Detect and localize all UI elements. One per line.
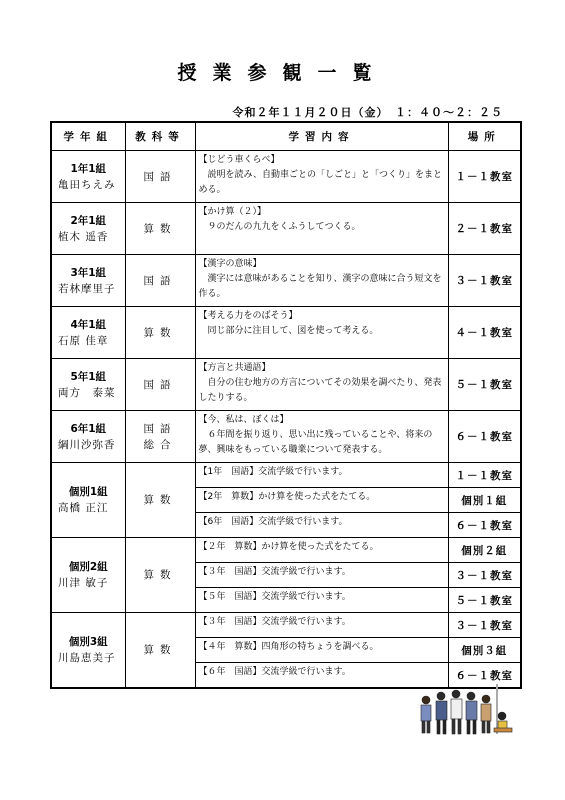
teacher-name: 川島恵美子 [58, 652, 116, 664]
header-content: 学習内容 [195, 122, 448, 151]
content-cell: 【３年 国語】交流学級で行います。 [195, 613, 448, 638]
place-cell: ６－１教室 [448, 411, 521, 463]
teacher-name: 両方 泰菜 [58, 386, 116, 399]
header-place: 場所 [448, 122, 521, 151]
content-cell [195, 307, 448, 359]
subject-name: 国語 [143, 170, 177, 183]
place-cell: ４－１教室 [448, 307, 521, 359]
table-row [51, 538, 521, 563]
adult-figure-4 [466, 692, 477, 734]
header-row [51, 122, 521, 151]
place-cell: １－１教室 [448, 151, 521, 203]
class-name: 3年1組 [70, 266, 107, 279]
subject-name: 国語 [143, 274, 177, 287]
content-heading: 【今、私は、ぼくは】 [198, 415, 289, 425]
class-name: 5年1組 [70, 370, 107, 383]
content-body: 説明を読み、自動車ごとの「しごと」と「つくり」をまとめる。 [198, 170, 443, 195]
content-heading: 【考える力をのばそう】 [198, 311, 298, 321]
table-row [51, 359, 521, 411]
content-cell [195, 411, 448, 463]
class-cell [51, 538, 125, 613]
subject-name: 国語 [143, 378, 177, 391]
class-cell [51, 411, 125, 463]
subject-cell [125, 359, 195, 411]
teacher-name: 石原 佳章 [58, 334, 109, 347]
place-cell: ５－１教室 [448, 588, 521, 613]
subject-cell: 算数 [125, 613, 195, 689]
teacher-name: 亀田ちえみ [58, 178, 116, 191]
table-row [51, 307, 521, 359]
place-cell: １－１教室 [448, 463, 521, 488]
subject-cell [125, 411, 195, 463]
place-cell: ２－１教室 [448, 203, 521, 255]
content-heading: 【方言と共通語】 [198, 363, 271, 373]
table-row [51, 613, 521, 638]
content-heading: 【かけ算（２）】 [198, 207, 267, 217]
place-cell: ６－１教室 [448, 663, 521, 689]
class-name: 4年1組 [70, 318, 107, 331]
content-heading: 【じどう車くらべ】 [198, 155, 280, 165]
place-cell: ３－１教室 [448, 255, 521, 307]
class-cell [51, 255, 125, 307]
content-cell: 【４年 算数】四角形の特ちょうを調べる。 [195, 638, 448, 663]
subject-cell [125, 307, 195, 359]
place-cell: 個別２組 [448, 538, 521, 563]
class-name: 個別1組 [68, 486, 108, 498]
place-cell: 個別３組 [448, 638, 521, 663]
adult-figure-3 [451, 690, 462, 734]
content-cell: 【2年 算数】かけ算を使った式をたてる。 [195, 488, 448, 513]
teacher-name: 高橋 正江 [58, 502, 109, 514]
page-title: 授業参観一覧 [177, 62, 388, 84]
subject-cell: 算数 [125, 538, 195, 613]
class-cell [51, 359, 125, 411]
teacher-name: 植木 遥香 [58, 230, 109, 243]
content-body: 漢字には意味があることを知り、漢字の意味に合う短文を作る。 [198, 274, 442, 299]
content-cell: 【５年 国語】交流学級で行います。 [195, 588, 448, 613]
subject-name: 算数 [143, 222, 177, 235]
content-cell: 【1年 国語】交流学級で行います。 [195, 463, 448, 488]
content-cell: 【6年 国語】交流学級で行います。 [195, 513, 448, 538]
place-cell: ５－１教室 [448, 359, 521, 411]
content-cell [195, 203, 448, 255]
class-name: 個別2組 [68, 561, 108, 573]
subject-cell [125, 203, 195, 255]
teacher-name: 若林摩里子 [58, 282, 116, 295]
header-class: 学年組 [51, 122, 125, 151]
place-cell: ３－１教室 [448, 563, 521, 588]
parents-illustration [414, 680, 514, 740]
class-cell [51, 463, 125, 538]
subject-name: 国語 [143, 422, 177, 435]
content-heading: 【漢字の意味】 [198, 259, 262, 269]
content-cell: 【３年 国語】交流学級で行います。 [195, 563, 448, 588]
subject-cell [125, 151, 195, 203]
adult-figure-2 [436, 692, 447, 734]
table-row [51, 463, 521, 488]
table-row [51, 255, 521, 307]
class-cell [51, 203, 125, 255]
class-cell [51, 151, 125, 203]
table-row [51, 203, 521, 255]
content-cell: 【２年 算数】かけ算を使った式をたてる。 [195, 538, 448, 563]
content-cell [195, 255, 448, 307]
subject-name: 算数 [143, 326, 177, 339]
class-cell [51, 613, 125, 689]
schedule-table [50, 121, 522, 689]
class-name: 1年1組 [70, 162, 107, 175]
teacher-name: 綱川沙弥香 [58, 438, 116, 451]
header-subject: 教科等 [125, 122, 195, 151]
table-row [51, 151, 521, 203]
class-name: 個別3組 [68, 636, 108, 648]
class-name: 2年1組 [70, 214, 107, 227]
adult-figure-5 [481, 695, 491, 733]
adult-figure-1 [421, 696, 431, 733]
class-cell [51, 307, 125, 359]
subject-cell [125, 255, 195, 307]
content-body: ９のだんの九九をくふうしてつくる。 [207, 222, 361, 232]
content-cell [195, 359, 448, 411]
content-cell [195, 151, 448, 203]
content-body: 自分の住む地方の方言についてその効果を調べたり、発表したりする。 [198, 378, 442, 403]
place-cell: ６－１教室 [448, 513, 521, 538]
content-body: ６年間を振り返り、思い出に残っていることや、将来の夢、興味をもっている職業について発表する。 [198, 430, 433, 455]
subject-cell: 算数 [125, 463, 195, 538]
teacher-name: 川津 敏子 [58, 577, 109, 589]
class-name: 6年1組 [70, 422, 107, 435]
place-cell: 個別１組 [448, 488, 521, 513]
place-cell: ３－１教室 [448, 613, 521, 638]
table-row [51, 411, 521, 463]
date-line: 令和２年１１月２０日（金） １：４０～２：２５ [232, 106, 503, 119]
content-body: 同じ部分に注目して、図を使って考える。 [207, 326, 379, 336]
content-cell: 【６年 国語】交流学級で行います。 [195, 663, 448, 689]
subject-name-2: 総合 [143, 438, 177, 451]
